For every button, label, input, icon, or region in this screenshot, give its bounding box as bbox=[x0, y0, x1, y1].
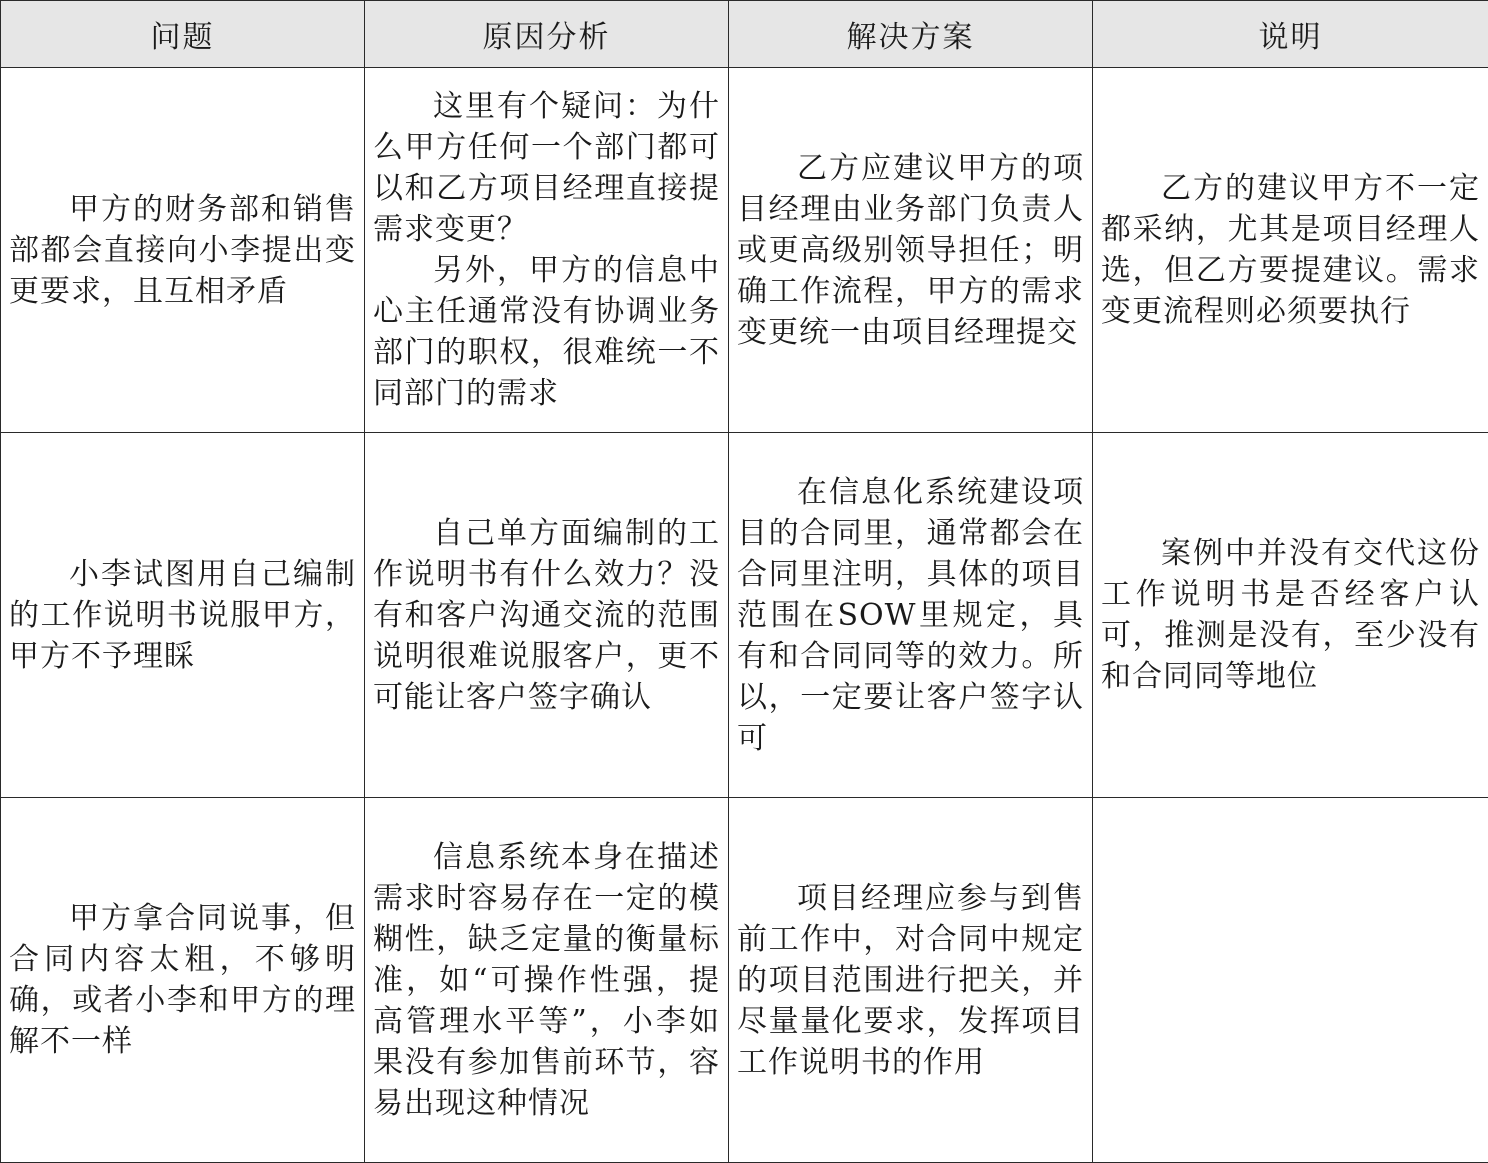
note-cell bbox=[1093, 798, 1488, 1163]
solution-text: 在信息化系统建设项目的合同里，通常都会在合同里注明，具体的项目范围在SOW里规定，具有和合同同等的效力。所以，一定要让客户签字认可 bbox=[737, 474, 1084, 756]
cause-text bbox=[365, 513, 728, 718]
cause-paragraph: 信息系统本身在描述需求时容易存在一定的模糊性，缺乏定量的衡量标准，如“可操作性强，提高管理水平等”，小李如果没有参加售前环节，容易出现这种情况 bbox=[373, 839, 720, 1121]
header-solution: 解决方案 bbox=[729, 1, 1093, 68]
solution-cell bbox=[729, 433, 1093, 798]
solution-cell bbox=[729, 68, 1093, 433]
cause-paragraph: 自己单方面编制的工作说明书有什么效力？没有和客户沟通交流的范围说明很难说服客户，更不可能让客户签字确认 bbox=[373, 515, 720, 715]
problem-text: 甲方拿合同说事，但合同内容太粗，不够明确，或者小李和甲方的理解不一样 bbox=[9, 901, 356, 1059]
cause-paragraph: 另外，甲方的信息中心主任通常没有协调业务部门的职权，很难统一不同部门的需求 bbox=[373, 253, 720, 411]
problem-cell bbox=[1, 798, 365, 1163]
problem-cell bbox=[1, 433, 365, 798]
note-cell bbox=[1093, 68, 1488, 433]
table-row bbox=[1, 433, 1488, 798]
header-problem: 问题 bbox=[1, 1, 365, 68]
header-row bbox=[1, 1, 1488, 68]
cause-cell bbox=[365, 798, 729, 1163]
solution-text: 项目经理应参与到售前工作中，对合同中规定的项目范围进行把关，并尽量量化要求，发挥项目工作说明书的作用 bbox=[737, 880, 1084, 1080]
cause-cell bbox=[365, 68, 729, 433]
solution-text: 乙方应建议甲方的项目经理由业务部门负责人或更高级别领导担任；明确工作流程，甲方的需求变更统一由项目经理提交 bbox=[737, 150, 1084, 350]
header-note: 说明 bbox=[1093, 1, 1488, 68]
table-row bbox=[1, 68, 1488, 433]
note-text: 案例中并没有交代这份工作说明书是否经客户认可，推测是没有，至少没有和合同同等地位 bbox=[1101, 536, 1480, 694]
note-text: 乙方的建议甲方不一定都采纳，尤其是项目经理人选，但乙方要提建议。需求变更流程则必须要执行 bbox=[1101, 171, 1480, 329]
problem-text: 小李试图用自己编制的工作说明书说服甲方，甲方不予理睬 bbox=[9, 556, 356, 674]
cause-text bbox=[365, 86, 728, 414]
cause-paragraph: 这里有个疑问：为什么甲方任何一个部门都可以和乙方项目经理直接提需求变更？ bbox=[373, 89, 720, 247]
problem-cell bbox=[1, 68, 365, 433]
cause-text bbox=[365, 837, 728, 1124]
table-row bbox=[1, 798, 1488, 1163]
problem-text: 甲方的财务部和销售部都会直接向小李提出变更要求，且互相矛盾 bbox=[9, 191, 356, 309]
solution-cell bbox=[729, 798, 1093, 1163]
cause-cell bbox=[365, 433, 729, 798]
header-cause: 原因分析 bbox=[365, 1, 729, 68]
note-cell bbox=[1093, 433, 1488, 798]
